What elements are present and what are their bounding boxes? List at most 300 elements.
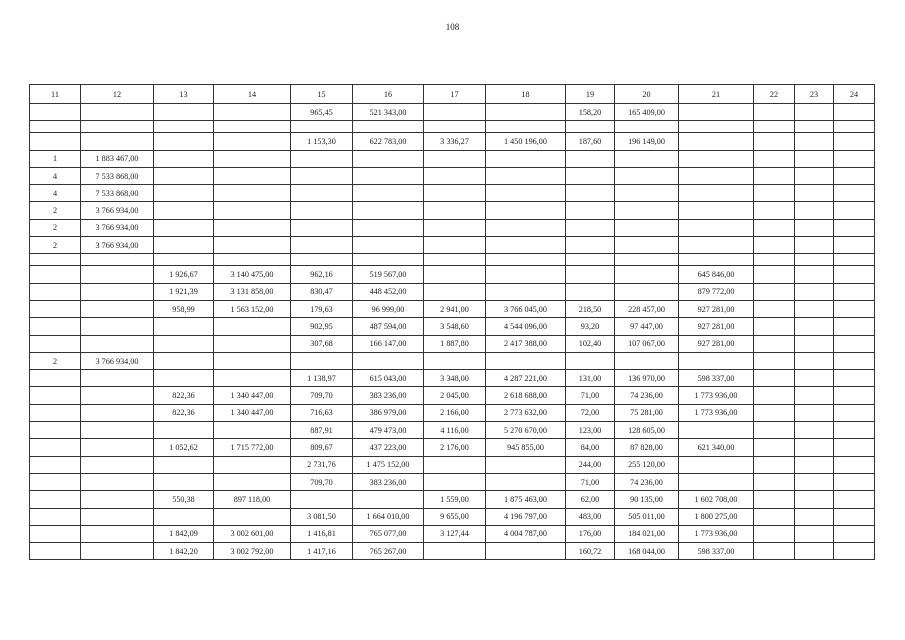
table-cell-col-19 [566,352,615,369]
table-cell-col-17 [424,150,486,167]
table-cell-col-11 [30,121,81,133]
table-cell-col-18: 2 618 688,00 [486,387,566,404]
table-cell-col-19 [566,150,615,167]
table-cell-col-11: 2 [30,202,81,219]
table-cell-col-23 [795,185,834,202]
table-cell-col-12: 7 533 868,00 [81,185,154,202]
table-cell-col-14: 3 131 858,00 [214,283,291,300]
table-cell-col-18 [486,254,566,266]
table-cell-col-20: 90 135,00 [615,491,679,508]
table-cell-col-22 [754,104,795,121]
table-cell-col-20: 128 605,00 [615,422,679,439]
table-cell-col-21: 927 281,00 [679,335,754,352]
table-cell-col-18 [486,104,566,121]
table-cell-col-19 [566,237,615,254]
table-cell-col-22 [754,352,795,369]
table-cell-col-24 [834,202,875,219]
table-cell-col-13: 1 052,62 [154,439,214,456]
table-cell-col-11: 2 [30,352,81,369]
table-cell-col-21: 598 337,00 [679,543,754,560]
table-cell-col-17: 2 941,00 [424,300,486,317]
table-row [30,150,875,167]
table-cell-col-24 [834,422,875,439]
table-cell-col-14: 1 563 152,00 [214,300,291,317]
table-cell-col-22 [754,133,795,150]
table-cell-col-13: 822,36 [154,404,214,421]
table-cell-col-18 [486,150,566,167]
table-cell-col-17: 4 116,00 [424,422,486,439]
table-cell-col-14 [214,456,291,473]
table-row [30,318,875,335]
table-cell-col-23 [795,254,834,266]
table-cell-col-22 [754,404,795,421]
table-cell-col-15 [291,121,353,133]
table-cell-col-23 [795,370,834,387]
table-cell-col-14 [214,150,291,167]
table-cell-col-24 [834,473,875,490]
table-cell-col-20: 505 011,00 [615,508,679,525]
table-cell-col-13 [154,219,214,236]
table-row [30,404,875,421]
table-cell-col-17 [424,543,486,560]
table-cell-col-17 [424,219,486,236]
table-cell-col-16: 519 567,00 [353,266,424,283]
table-cell-col-21 [679,104,754,121]
table-cell-col-21 [679,473,754,490]
table-cell-col-11: 4 [30,185,81,202]
table-cell-col-23 [795,404,834,421]
column-header-16: 16 [353,85,424,104]
table-cell-col-21 [679,167,754,184]
table-cell-col-24 [834,300,875,317]
table-cell-col-18 [486,352,566,369]
table-cell-col-21 [679,456,754,473]
table-cell-col-22 [754,300,795,317]
table-cell-col-21 [679,254,754,266]
table-cell-col-19: 84,00 [566,439,615,456]
table-row [30,202,875,219]
table-cell-col-16: 96 999,00 [353,300,424,317]
table-cell-col-23 [795,237,834,254]
table-cell-col-17: 1 887,80 [424,335,486,352]
table-cell-col-20: 74 236,00 [615,387,679,404]
table-cell-col-21: 879 772,00 [679,283,754,300]
table-cell-col-23 [795,456,834,473]
table-row [30,283,875,300]
table-cell-col-18 [486,473,566,490]
table-row [30,237,875,254]
table-cell-col-17: 1 559,00 [424,491,486,508]
table-cell-col-20 [615,254,679,266]
table-cell-col-12: 7 533 868,00 [81,167,154,184]
table-cell-col-24 [834,121,875,133]
table-cell-col-13 [154,185,214,202]
table-cell-col-19: 131,00 [566,370,615,387]
table-cell-col-23 [795,352,834,369]
table-cell-col-23 [795,104,834,121]
table-cell-col-17: 9 655,00 [424,508,486,525]
table-cell-col-19: 62,00 [566,491,615,508]
table-cell-col-13: 1 842,20 [154,543,214,560]
table-cell-col-15: 307,68 [291,335,353,352]
table-cell-col-16: 487 594,00 [353,318,424,335]
table-cell-col-18 [486,283,566,300]
table-cell-col-21: 645 846,00 [679,266,754,283]
table-cell-col-22 [754,456,795,473]
column-header-15: 15 [291,85,353,104]
table-cell-col-12 [81,266,154,283]
table-cell-col-15: 962,16 [291,266,353,283]
table-cell-col-18 [486,456,566,473]
table-cell-col-12 [81,335,154,352]
table-cell-col-17: 3 348,00 [424,370,486,387]
table-cell-col-18: 5 270 670,00 [486,422,566,439]
table-cell-col-11 [30,508,81,525]
column-header-19: 19 [566,85,615,104]
table-cell-col-21 [679,422,754,439]
page-number: 108 [445,22,460,32]
column-header-14: 14 [214,85,291,104]
table-cell-col-19: 483,00 [566,508,615,525]
table-cell-col-24 [834,318,875,335]
table-cell-col-16: 383 236,00 [353,473,424,490]
table-cell-col-19 [566,121,615,133]
table-cell-col-11 [30,335,81,352]
table-cell-col-23 [795,387,834,404]
table-cell-col-24 [834,439,875,456]
column-header-20: 20 [615,85,679,104]
table-cell-col-23 [795,150,834,167]
table-cell-col-11 [30,404,81,421]
table-cell-col-16 [353,219,424,236]
table-cell-col-13 [154,352,214,369]
table-cell-col-21: 1 773 936,00 [679,404,754,421]
table-cell-col-13 [154,422,214,439]
table-cell-col-15: 1 153,30 [291,133,353,150]
table-cell-col-20: 196 149,00 [615,133,679,150]
table-cell-col-17 [424,237,486,254]
table-cell-col-14: 897 118,00 [214,491,291,508]
table-cell-col-24 [834,185,875,202]
table-cell-col-21: 621 340,00 [679,439,754,456]
table-cell-col-19 [566,266,615,283]
table-cell-col-22 [754,121,795,133]
table-cell-col-16: 386 979,00 [353,404,424,421]
table-cell-col-19: 71,00 [566,473,615,490]
table-cell-col-24 [834,133,875,150]
table-cell-col-19 [566,254,615,266]
column-header-12: 12 [81,85,154,104]
table-cell-col-22 [754,167,795,184]
table-cell-col-19: 102,40 [566,335,615,352]
table-cell-col-23 [795,121,834,133]
table-cell-col-13 [154,473,214,490]
table-row [30,456,875,473]
table-cell-col-21 [679,219,754,236]
table-cell-col-18: 4 196 797,00 [486,508,566,525]
table-cell-col-14 [214,508,291,525]
table-cell-col-12 [81,254,154,266]
table-cell-col-15 [291,254,353,266]
table-cell-col-13: 958,99 [154,300,214,317]
table-cell-col-12: 3 766 934,00 [81,219,154,236]
table-cell-col-24 [834,219,875,236]
table-cell-col-20: 97 447,00 [615,318,679,335]
table-row [30,422,875,439]
table-cell-col-11 [30,266,81,283]
table-cell-col-12: 3 766 934,00 [81,202,154,219]
table-cell-col-15: 3 081,50 [291,508,353,525]
column-header-23: 23 [795,85,834,104]
table-cell-col-14: 1 340 447,00 [214,387,291,404]
header-row [30,85,875,104]
table-cell-col-17: 2 166,00 [424,404,486,421]
table-cell-col-21: 927 281,00 [679,300,754,317]
table-cell-col-19: 187,60 [566,133,615,150]
table-cell-col-15: 716,63 [291,404,353,421]
table-cell-col-12 [81,283,154,300]
table-cell-col-24 [834,456,875,473]
table-cell-col-13 [154,202,214,219]
table-cell-col-19: 123,00 [566,422,615,439]
table-cell-col-18 [486,543,566,560]
table-cell-col-23 [795,525,834,542]
table-cell-col-23 [795,283,834,300]
table-cell-col-11: 4 [30,167,81,184]
table-cell-col-14 [214,370,291,387]
table-cell-col-17 [424,202,486,219]
table-cell-col-17: 3 548,60 [424,318,486,335]
table-cell-col-18: 945 855,00 [486,439,566,456]
table-row [30,508,875,525]
table-cell-col-23 [795,335,834,352]
table-cell-col-12 [81,491,154,508]
table-cell-col-18: 1 450 196,00 [486,133,566,150]
table-cell-col-19 [566,202,615,219]
table-cell-col-18: 4 544 096,00 [486,318,566,335]
table-cell-col-15 [291,352,353,369]
table-cell-col-22 [754,237,795,254]
table-cell-col-20 [615,150,679,167]
table-cell-col-18 [486,237,566,254]
table-cell-col-22 [754,387,795,404]
table-row [30,473,875,490]
table-cell-col-19 [566,185,615,202]
table-cell-col-21: 598 337,00 [679,370,754,387]
table-cell-col-24 [834,352,875,369]
table-cell-col-11 [30,439,81,456]
table-row [30,370,875,387]
table-cell-col-13 [154,335,214,352]
column-header-18: 18 [486,85,566,104]
table-cell-col-23 [795,133,834,150]
table-cell-col-24 [834,150,875,167]
table-cell-col-13 [154,167,214,184]
table-cell-col-14: 1 715 772,00 [214,439,291,456]
table-row [30,219,875,236]
table-cell-col-24 [834,508,875,525]
table-cell-col-13 [154,104,214,121]
table-cell-col-15: 2 731,76 [291,456,353,473]
table-cell-col-24 [834,387,875,404]
table-cell-col-19: 176,00 [566,525,615,542]
table-cell-col-23 [795,167,834,184]
table-cell-col-23 [795,219,834,236]
table-cell-col-23 [795,300,834,317]
table-cell-col-15: 709,70 [291,387,353,404]
table-cell-col-22 [754,473,795,490]
table-cell-col-12 [81,473,154,490]
table-cell-col-20: 74 236,00 [615,473,679,490]
table-cell-col-24 [834,335,875,352]
table-cell-col-14 [214,133,291,150]
table-cell-col-15: 1 416,81 [291,525,353,542]
table-row [30,543,875,560]
table-cell-col-18: 4 287 221,00 [486,370,566,387]
table-cell-col-16: 622 783,00 [353,133,424,150]
table-row [30,121,875,133]
table-cell-col-21: 1 602 708,00 [679,491,754,508]
table-cell-col-16: 383 236,00 [353,387,424,404]
table-cell-col-12 [81,104,154,121]
table-cell-col-16: 615 043,00 [353,370,424,387]
table-cell-col-14 [214,422,291,439]
table-cell-col-16: 1 664 010,00 [353,508,424,525]
column-header-22: 22 [754,85,795,104]
table-cell-col-19: 244,00 [566,456,615,473]
table-cell-col-13 [154,318,214,335]
table-cell-col-24 [834,266,875,283]
table-cell-col-14: 1 340 447,00 [214,404,291,421]
table-cell-col-13: 1 921,39 [154,283,214,300]
table-cell-col-20: 165 409,00 [615,104,679,121]
table-cell-col-16: 765 267,00 [353,543,424,560]
table-cell-col-23 [795,473,834,490]
table-cell-col-12 [81,318,154,335]
table-cell-col-23 [795,508,834,525]
table-cell-col-24 [834,237,875,254]
table-cell-col-19: 72,00 [566,404,615,421]
table-cell-col-21 [679,237,754,254]
table-cell-col-18: 1 875 463,00 [486,491,566,508]
table-cell-col-11 [30,370,81,387]
table-cell-col-13: 1 842,09 [154,525,214,542]
column-header-11: 11 [30,85,81,104]
table-cell-col-18: 3 766 045,00 [486,300,566,317]
table-cell-col-20: 107 067,00 [615,335,679,352]
table-cell-col-15 [291,185,353,202]
table-cell-col-21 [679,133,754,150]
table-cell-col-23 [795,318,834,335]
table-cell-col-12 [81,543,154,560]
table-cell-col-14: 3 140 475,00 [214,266,291,283]
table-row [30,525,875,542]
table-cell-col-19 [566,219,615,236]
table-cell-col-12 [81,404,154,421]
table-cell-col-15: 1 417,16 [291,543,353,560]
table-cell-col-24 [834,283,875,300]
table-cell-col-24 [834,525,875,542]
table-cell-col-13 [154,508,214,525]
table-cell-col-20: 87 828,00 [615,439,679,456]
table-cell-col-15: 965,45 [291,104,353,121]
table-cell-col-15: 709,70 [291,473,353,490]
table-cell-col-24 [834,404,875,421]
table-row [30,491,875,508]
table-cell-col-20 [615,352,679,369]
table-cell-col-12: 3 766 934,00 [81,352,154,369]
table-cell-col-15: 1 138,97 [291,370,353,387]
table-cell-col-16: 479 473,00 [353,422,424,439]
table-cell-col-16 [353,167,424,184]
table-cell-col-18 [486,121,566,133]
table-cell-col-19: 218,50 [566,300,615,317]
table-cell-col-12: 1 883 467,00 [81,150,154,167]
column-header-24: 24 [834,85,875,104]
data-table [29,84,875,560]
table-cell-col-22 [754,543,795,560]
table-cell-col-22 [754,439,795,456]
table-cell-col-19: 71,00 [566,387,615,404]
table-cell-col-15: 830,47 [291,283,353,300]
table-cell-col-16: 521 343,00 [353,104,424,121]
table-cell-col-18: 2 417 388,00 [486,335,566,352]
table-cell-col-12 [81,525,154,542]
table-cell-col-22 [754,254,795,266]
table-cell-col-12: 3 766 934,00 [81,237,154,254]
table-cell-col-11: 2 [30,219,81,236]
table-cell-col-17 [424,185,486,202]
table-cell-col-13 [154,254,214,266]
table-cell-col-21: 1 800 275,00 [679,508,754,525]
table-cell-col-23 [795,202,834,219]
table-row [30,266,875,283]
column-header-17: 17 [424,85,486,104]
table-cell-col-19 [566,283,615,300]
table-cell-col-22 [754,202,795,219]
table-row [30,352,875,369]
table-cell-col-15: 809,67 [291,439,353,456]
table-cell-col-12 [81,300,154,317]
table-cell-col-24 [834,104,875,121]
table-cell-col-20 [615,237,679,254]
table-cell-col-19: 160,72 [566,543,615,560]
table-cell-col-14 [214,237,291,254]
table-cell-col-18 [486,266,566,283]
table-cell-col-17 [424,104,486,121]
table-cell-col-11 [30,318,81,335]
table-cell-col-14 [214,104,291,121]
table-row [30,167,875,184]
table-cell-col-14 [214,254,291,266]
table-cell-col-16: 437 223,00 [353,439,424,456]
table-cell-col-16: 1 475 152,00 [353,456,424,473]
table-cell-col-15 [291,219,353,236]
table-cell-col-16 [353,202,424,219]
table-cell-col-16 [353,237,424,254]
table-cell-col-20 [615,266,679,283]
table-cell-col-22 [754,318,795,335]
table-cell-col-17 [424,283,486,300]
table-cell-col-22 [754,525,795,542]
table-cell-col-22 [754,422,795,439]
table-cell-col-11 [30,543,81,560]
table-cell-col-16 [353,254,424,266]
table-cell-col-14: 3 002 792,00 [214,543,291,560]
table-cell-col-14 [214,219,291,236]
table-row [30,104,875,121]
table-cell-col-17 [424,254,486,266]
